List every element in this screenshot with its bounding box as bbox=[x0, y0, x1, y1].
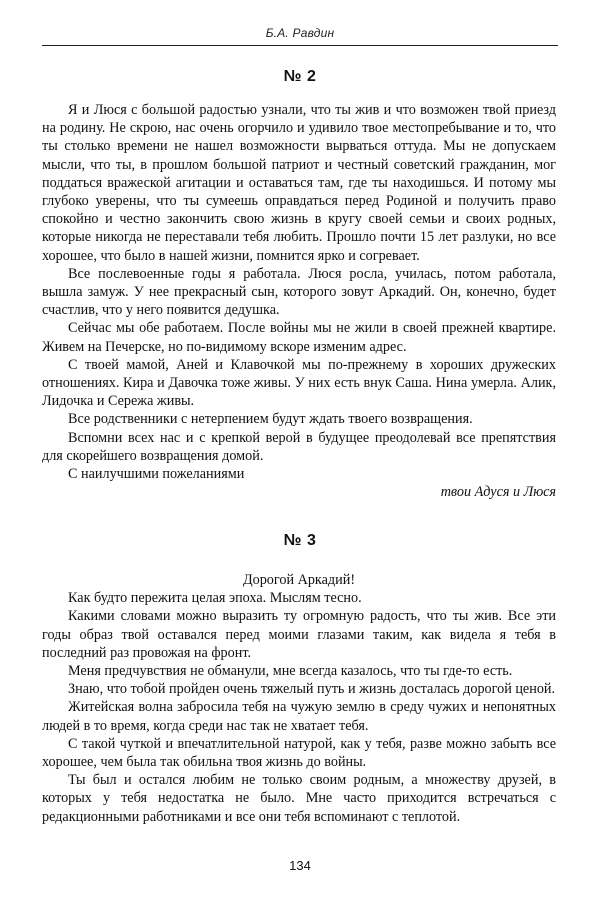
letter-2-paragraph: Вспомни всех нас и с крепкой верой в будущее преодолевай все препятствия для скорейшего возвращения домой. bbox=[42, 429, 556, 464]
running-header: Б.А. Равдин bbox=[265, 26, 335, 40]
letter-3-body bbox=[42, 571, 556, 826]
letter-2-body bbox=[42, 101, 556, 501]
letter-3-paragraph: Ты был и остался любим не только своим родным, а множеству друзей, в которых у тебя недостатка не было. Мне часто приходится встречаться с редакционными работниками и все они тебя вспоминают с теплотой. bbox=[42, 772, 556, 825]
letter-2-paragraph: Я и Люся с большой радостью узнали, что ты жив и что возможен твой приезд на родину. Не скрою, нас очень огорчило и удивило твое местопребывание и то, что ты столько времени не нашел возможности вырваться оттуда. Мы не допускаем мысли, что ты, в прошлом большой патриот и честный советский гражданин, мог поддаться вражеской агитации и оставаться там, где ты находишься. И потому мы глубоко уверены, что ты сумеешь оправдаться перед Родиной и получить право спокойно и честно закончить свою жизнь в кругу своей семьи и своих родных, которые никогда не переставали тебя любить. Прошло почти 15 лет разлуки, но все хорошее, что было в нашей жизни, помнится ярко и согревает. bbox=[42, 102, 556, 264]
letter-3-paragraph: Житейская волна забросила тебя на чужую землю в среду чужих и непонятных людей в то время, когда среди нас так не хватает тебя. bbox=[42, 699, 556, 734]
letter-2-paragraph: С твоей мамой, Аней и Клавочкой мы по-прежнему в хороших дружеских отношениях. Кира и Давочка тоже живы. У них есть внук Саша. Нина умерла. Алик, Лидочка и Сережа живы. bbox=[42, 356, 556, 410]
letter-3-paragraph: Какими словами можно выразить ту огромную радость, что ты жив. Все эти годы образ твой оставался перед моими глазами таким, как видела я тебя в последний раз провожая на фронт. bbox=[42, 608, 556, 661]
letter-2-signature: твои Адуся и Люся bbox=[440, 484, 556, 501]
letter-3-paragraph: Знаю, что тобой пройден очень тяжелый путь и жизнь досталась дорогой ценой. bbox=[68, 681, 556, 698]
page-number: 134 bbox=[289, 858, 311, 873]
letter-3-paragraph: Меня предчувствия не обманули, мне всегда казалось, что ты где-то есть. bbox=[68, 663, 513, 680]
letter-2-number: № 2 bbox=[283, 68, 317, 85]
letter-3-paragraph: С такой чуткой и впечатлительной натурой, как у тебя, разве можно забыть все хорошее, чем была так обильна твоя жизнь до войны. bbox=[42, 735, 556, 771]
letter-2-paragraph: Все родственники с нетерпением будут ждать твоего возвращения. bbox=[68, 411, 473, 428]
letter-3-paragraph: Как будто пережита целая эпоха. Мыслям тесно. bbox=[68, 590, 362, 607]
letter-2-closing: С наилучшими пожеланиями bbox=[68, 466, 245, 483]
letter-3-greeting: Дорогой Аркадий! bbox=[242, 572, 356, 588]
header-rule bbox=[42, 45, 558, 46]
letter-2-paragraph: Сейчас мы обе работаем. После войны мы не жили в своей прежней квартире. Живем на Печерске, но по-видимому вскоре изменим адрес. bbox=[42, 320, 556, 355]
letter-3-number: № 3 bbox=[283, 532, 317, 549]
letter-2-paragraph: Все послевоенные годы я работала. Люся росла, училась, потом работала, вышла замуж. У нее прекрасный сын, которого зовут Аркадий. Он, конечно, будет счастлив, что у него появится дедушка. bbox=[42, 265, 556, 319]
